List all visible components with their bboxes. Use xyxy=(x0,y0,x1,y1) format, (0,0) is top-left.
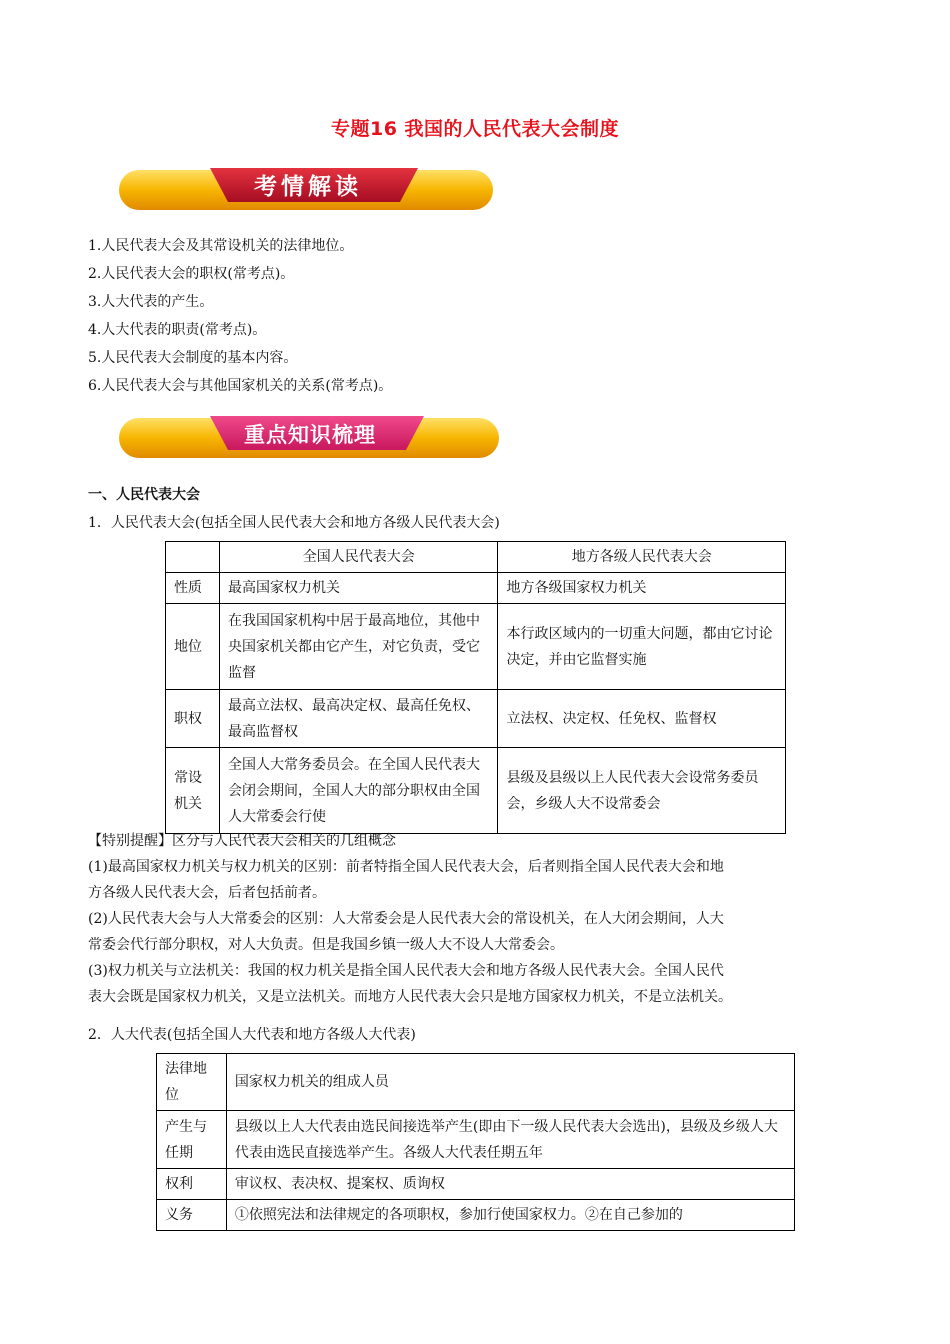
note-line: 【特别提醒】区分与人民代表大会相关的几组概念 xyxy=(88,833,396,849)
subsection-heading: 1．人民代表大会(包括全国人民代表大会和地方各级人民代表大会) xyxy=(88,515,500,531)
list-item: 3.人大代表的产生。 xyxy=(88,294,214,310)
table-cell: 义务 xyxy=(157,1200,227,1231)
special-reminder xyxy=(88,828,868,1010)
table-cell: 国家权力机关的组成人员 xyxy=(226,1054,794,1111)
table-row xyxy=(166,690,786,748)
note-line: (3)权力机关与立法机关：我国的权力机关是指全国人民代表大会和地方各级人民代表大会。全国人民代 xyxy=(88,963,724,979)
list-item: 6.人民代表大会与其他国家机关的关系(常考点)。 xyxy=(88,378,393,394)
list-item: 2.人民代表大会的职权(常考点)。 xyxy=(88,266,295,282)
table-cell: 法律地位 xyxy=(157,1054,227,1111)
table-cell: 地方各级国家权力机关 xyxy=(498,573,786,604)
banner-key-knowledge xyxy=(118,414,494,460)
exam-points-list xyxy=(88,232,392,400)
table-row xyxy=(157,1054,795,1111)
table-row xyxy=(166,748,786,834)
note-line: (2)人民代表大会与人大常委会的区别：人大常委会是人民代表大会的常设机关，在人大闭会期间，人大 xyxy=(88,911,724,927)
npc-table xyxy=(165,541,786,834)
table-cell: 常设机关 xyxy=(166,748,220,834)
table-row xyxy=(157,1200,795,1231)
list-item: 4.人大代表的职责(常考点)。 xyxy=(88,322,267,338)
page-title: 专题16 我国的人民代表大会制度 xyxy=(330,118,620,140)
note-line: (1)最高国家权力机关与权力机关的区别：前者特指全国人民代表大会，后者则指全国人民代表大会和地 xyxy=(88,859,724,875)
section-heading: 一、人民代表大会 xyxy=(88,487,200,503)
table-cell: 县级以上人大代表由选民间接选举产生(即由下一级人民代表大会选出)，县级及乡级人大代表由选民直接选举产生。各级人大代表任期五年 xyxy=(226,1111,794,1169)
table-cell: 权利 xyxy=(157,1169,227,1200)
table-cell: 县级及县级以上人民代表大会设常务委员会，乡级人大不设常委会 xyxy=(498,748,786,834)
table-cell xyxy=(166,542,220,573)
note-line: 表大会既是国家权力机关，又是立法机关。而地方人民代表大会只是地方国家权力机关，不是立法机关。 xyxy=(88,989,732,1005)
subsection-heading: 2．人大代表(包括全国人大代表和地方各级人大代表) xyxy=(88,1027,416,1043)
table-row xyxy=(166,604,786,690)
note-line: 常委会代行部分职权，对人大负责。但是我国乡镇一级人大不设人大常委会。 xyxy=(88,937,564,953)
table-cell: 性质 xyxy=(166,573,220,604)
table-row xyxy=(157,1169,795,1200)
table-cell: 本行政区域内的一切重大问题，都由它讨论决定，并由它监督实施 xyxy=(498,604,786,690)
banner-exam-interpretation xyxy=(118,166,494,212)
table-row xyxy=(166,542,786,573)
table-cell: 最高国家权力机关 xyxy=(219,573,498,604)
table-cell: 最高立法权、最高决定权、最高任免权、最高监督权 xyxy=(219,690,498,748)
table-cell: 全国人大常务委员会。在全国人民代表大会闭会期间，全国人大的部分职权由全国人大常委会行使 xyxy=(219,748,498,834)
table-row xyxy=(166,573,786,604)
table-header: 地方各级人民代表大会 xyxy=(498,542,786,573)
note-line: 方各级人民代表大会，后者包括前者。 xyxy=(88,885,326,901)
deputy-table xyxy=(156,1053,795,1231)
list-item: 5.人民代表大会制度的基本内容。 xyxy=(88,350,298,366)
table-cell: 在我国国家机构中居于最高地位，其他中央国家机关都由它产生，对它负责，受它监督 xyxy=(219,604,498,690)
table-header: 全国人民代表大会 xyxy=(219,542,498,573)
table-row xyxy=(157,1111,795,1169)
banner-label: 考情解读 xyxy=(254,174,362,200)
table-cell: 立法权、决定权、任免权、监督权 xyxy=(498,690,786,748)
table-cell: 地位 xyxy=(166,604,220,690)
list-item: 1.人民代表大会及其常设机关的法律地位。 xyxy=(88,238,354,254)
table-cell: 职权 xyxy=(166,690,220,748)
table-cell: 产生与任期 xyxy=(157,1111,227,1169)
table-cell: ①依照宪法和法律规定的各项职权，参加行使国家权力。②在自己参加的 xyxy=(226,1200,794,1231)
table-cell: 审议权、表决权、提案权、质询权 xyxy=(226,1169,794,1200)
banner-label: 重点知识梳理 xyxy=(244,423,376,447)
